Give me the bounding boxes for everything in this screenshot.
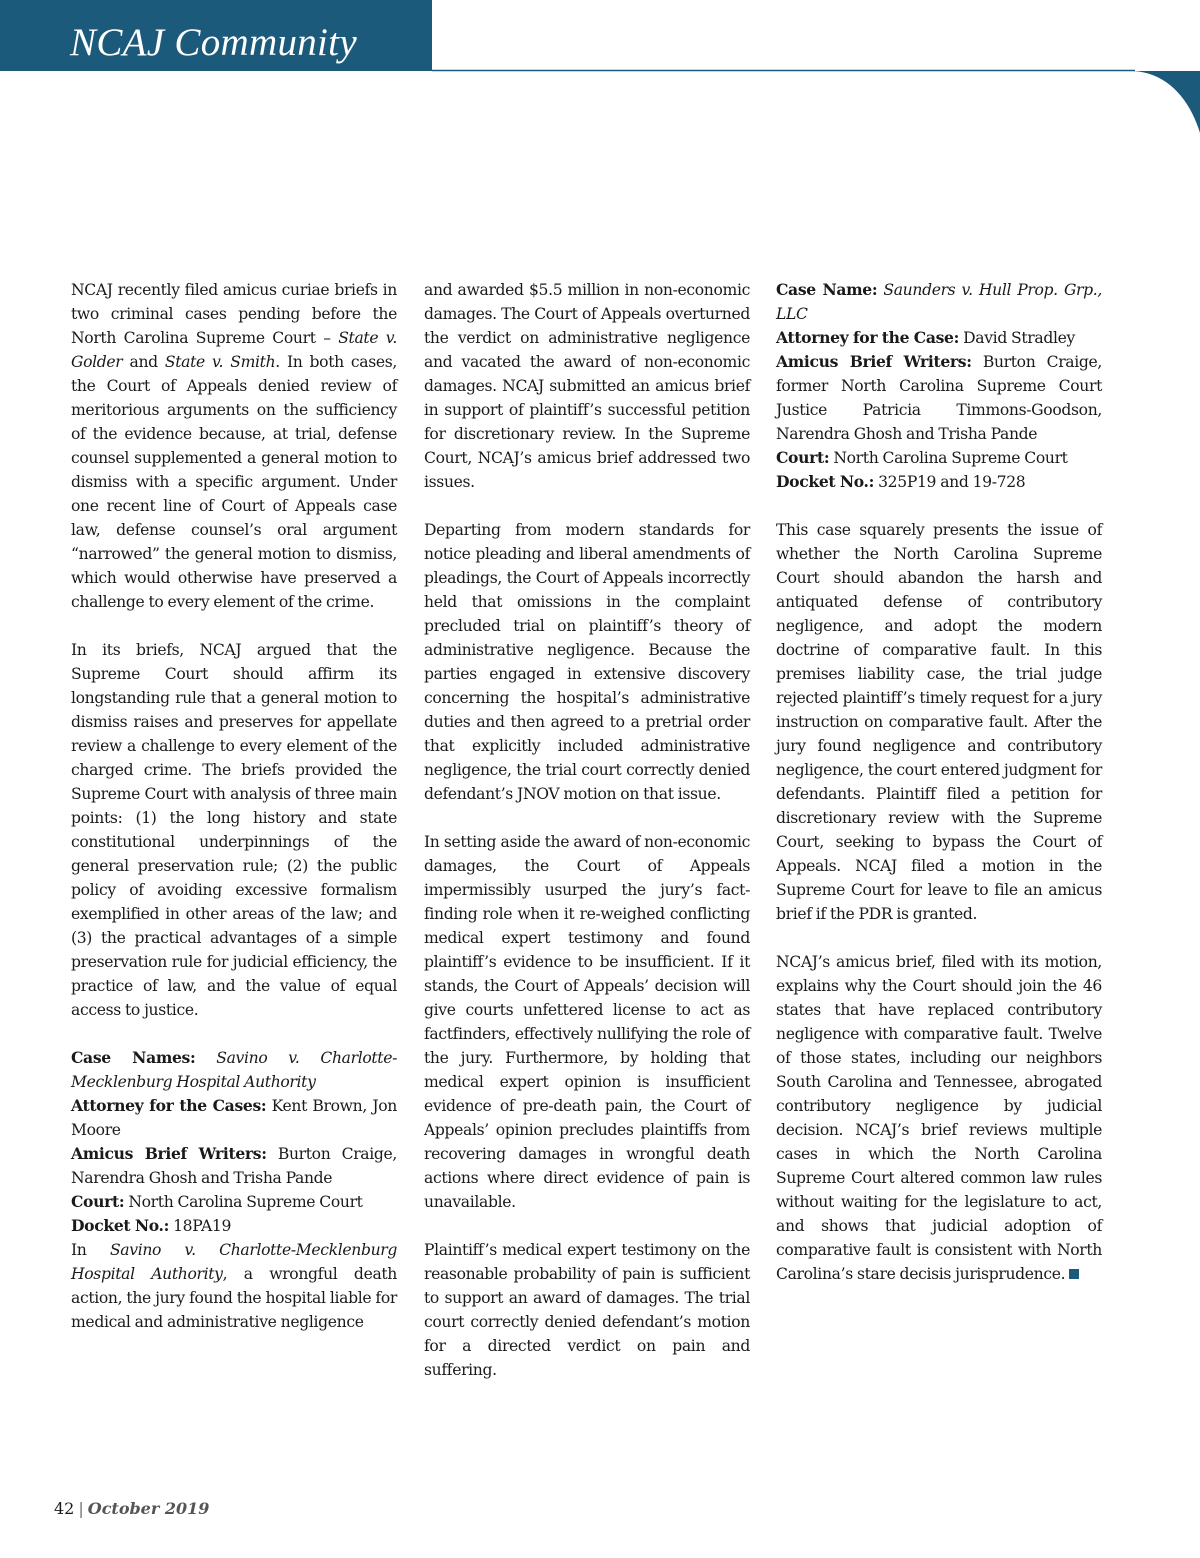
amicus-writers-field: Amicus Brief Writers: Burton Craige, former North Carolina Supreme Court Justice Patricia Timmons-Goodson, Narendra Ghosh and Trisha Pande — [776, 352, 1102, 443]
case-citation: State v. Golder — [71, 329, 397, 371]
paragraph: Plaintiff’s medical expert testimony on the reasonable probability of pain is sufficient to support an award of damages. The trial court correctly denied defendant’s motion for a directed verdict on pain and suffering. — [424, 1241, 750, 1379]
end-of-article-icon — [1069, 1269, 1079, 1279]
page-footer — [54, 1499, 209, 1518]
article-column-2 — [424, 278, 750, 1406]
paragraph: and awarded $5.5 million in non-economic damages. The Court of Appeals overturned the verdict on administrative negligence and vacated the award of non-economic damages. NCAJ submitted an amicus brief in support of plaintiff’s successful petition for discretionary review. In the Supreme Court, NCAJ’s amicus brief addressed two issues. — [424, 281, 750, 491]
case-citation: Savino v. Charlotte-Mecklenburg Hospital Authority — [71, 1241, 398, 1283]
amicus-writers-field: Amicus Brief Writers: Burton Craige, Narendra Ghosh and Trisha Pande — [71, 1144, 397, 1187]
section-title: NCAJ Community — [70, 21, 357, 64]
footer-separator: | — [78, 1499, 84, 1518]
paragraph: In its briefs, NCAJ argued that the Supreme Court should affirm its longstanding rule that a general motion to dismiss raises and preserves for appellate review a challenge to every element of the charged crime. The briefs provided the Supreme Court with analysis of three main points: (1) the long history and state constitutional underpinnings of the general preservation rule; (2) the public policy of avoiding excessive formalism exemplified in other areas of the law; and (3) the practical advantages of a simple preservation rule for judicial efficiency, the practice of law, and the value of equal access to justice. — [71, 641, 397, 1019]
paragraph: In setting aside the award of non-economic damages, the Court of Appeals impermissibly usurped the jury’s fact-finding role when it re-weighed conflicting medical expert testimony and found plaintiff’s evidence to be insufficient. If it stands, the Court of Appeals’ decision will give courts unfettered license to act as factfinders, effectively nullifying the role of the jury. Furthermore, by holding that medical expert opinion is insufficient evidence of pre-death pain, the Court of Appeals’ opinion precludes plaintiffs from recovering damages in wrongful death actions where direct evidence of pain is unavailable. — [424, 833, 750, 1211]
court-field: Court: North Carolina Supreme Court — [71, 1192, 363, 1211]
case-name-field: Case Name: Saunders v. Hull Prop. Grp., LLC — [776, 280, 1102, 323]
issue-date: October 2019 — [87, 1499, 210, 1518]
case-citation: State v. Smith — [164, 353, 276, 371]
article-column-1 — [71, 278, 397, 1334]
paragraph: Departing from modern standards for notice pleading and liberal amendments of pleadings, the Court of Appeals incorrectly held that omissions in the complaint precluded trial on plaintiff’s theory of administrative negligence. Because the parties engaged in extensive discovery concerning the hospital’s administrative duties and then agreed to a pretrial order that explicitly included administrative negligence, the trial court correctly denied defendant’s JNOV motion on that issue. — [424, 521, 750, 803]
page-number: 42 — [54, 1499, 75, 1518]
attorney-field: Attorney for the Case: David Stradley — [776, 328, 1075, 347]
docket-field: Docket No.: 18PA19 — [71, 1216, 232, 1235]
article-column-3 — [776, 278, 1102, 1310]
attorney-field: Attorney for the Cases: Kent Brown, Jon Moore — [71, 1096, 397, 1139]
paragraph: NCAJ’s amicus brief, filed with its motion, explains why the Court should join the 46 states that have replaced contributory negligence with comparative fault. Twelve of those states, including our neighbors South Carolina and Tennessee, abrogated contributory negligence by judicial decision. NCAJ’s brief reviews multiple cases in which the North Carolina Supreme Court altered common law rules without waiting for the legislature to act, and shows that judicial adoption of comparative fault is consistent with North Carolina’s stare decisis jurisprudence. — [776, 953, 1102, 1283]
court-field: Court: North Carolina Supreme Court — [776, 448, 1068, 467]
docket-field: Docket No.: 325P19 and 19-728 — [776, 472, 1026, 491]
paragraph: This case squarely presents the issue of whether the North Carolina Supreme Court should abandon the harsh and antiquated defense of contributory negligence, and adopt the modern doctrine of comparative fault. In this premises liability case, the trial judge rejected plaintiff’s timely request for a jury instruction on comparative fault. After the jury found negligence and contributory negligence, the court entered judgment for defendants. Plaintiff filed a petition for discretionary review with the Supreme Court, seeking to bypass the Court of Appeals. NCAJ filed a motion in the Supreme Court for leave to file an amicus brief if the PDR is granted. — [776, 521, 1102, 923]
paragraph: NCAJ recently filed amicus curiae briefs in two criminal cases pending before the North Carolina Supreme Court – State v. Golder and State v. Smith. In both cases, the Court of Appeals denied review of meritorious arguments on the sufficiency of the evidence because, at trial, defense counsel supplemented a general motion to dismiss with a specific argument. Under one recent line of Court of Appeals case law, defense counsel’s oral argument “narrowed” the general motion to dismiss, which would otherwise have preserved a challenge to every element of the crime. — [71, 281, 398, 611]
paragraph: In Savino v. Charlotte-Mecklenburg Hospital Authority, a wrongful death action, the jury found the hospital liable for medical and administrative negligence — [71, 1241, 398, 1331]
case-names-field: Case Names: Savino v. Charlotte-Mecklenburg Hospital Authority — [71, 1048, 398, 1091]
